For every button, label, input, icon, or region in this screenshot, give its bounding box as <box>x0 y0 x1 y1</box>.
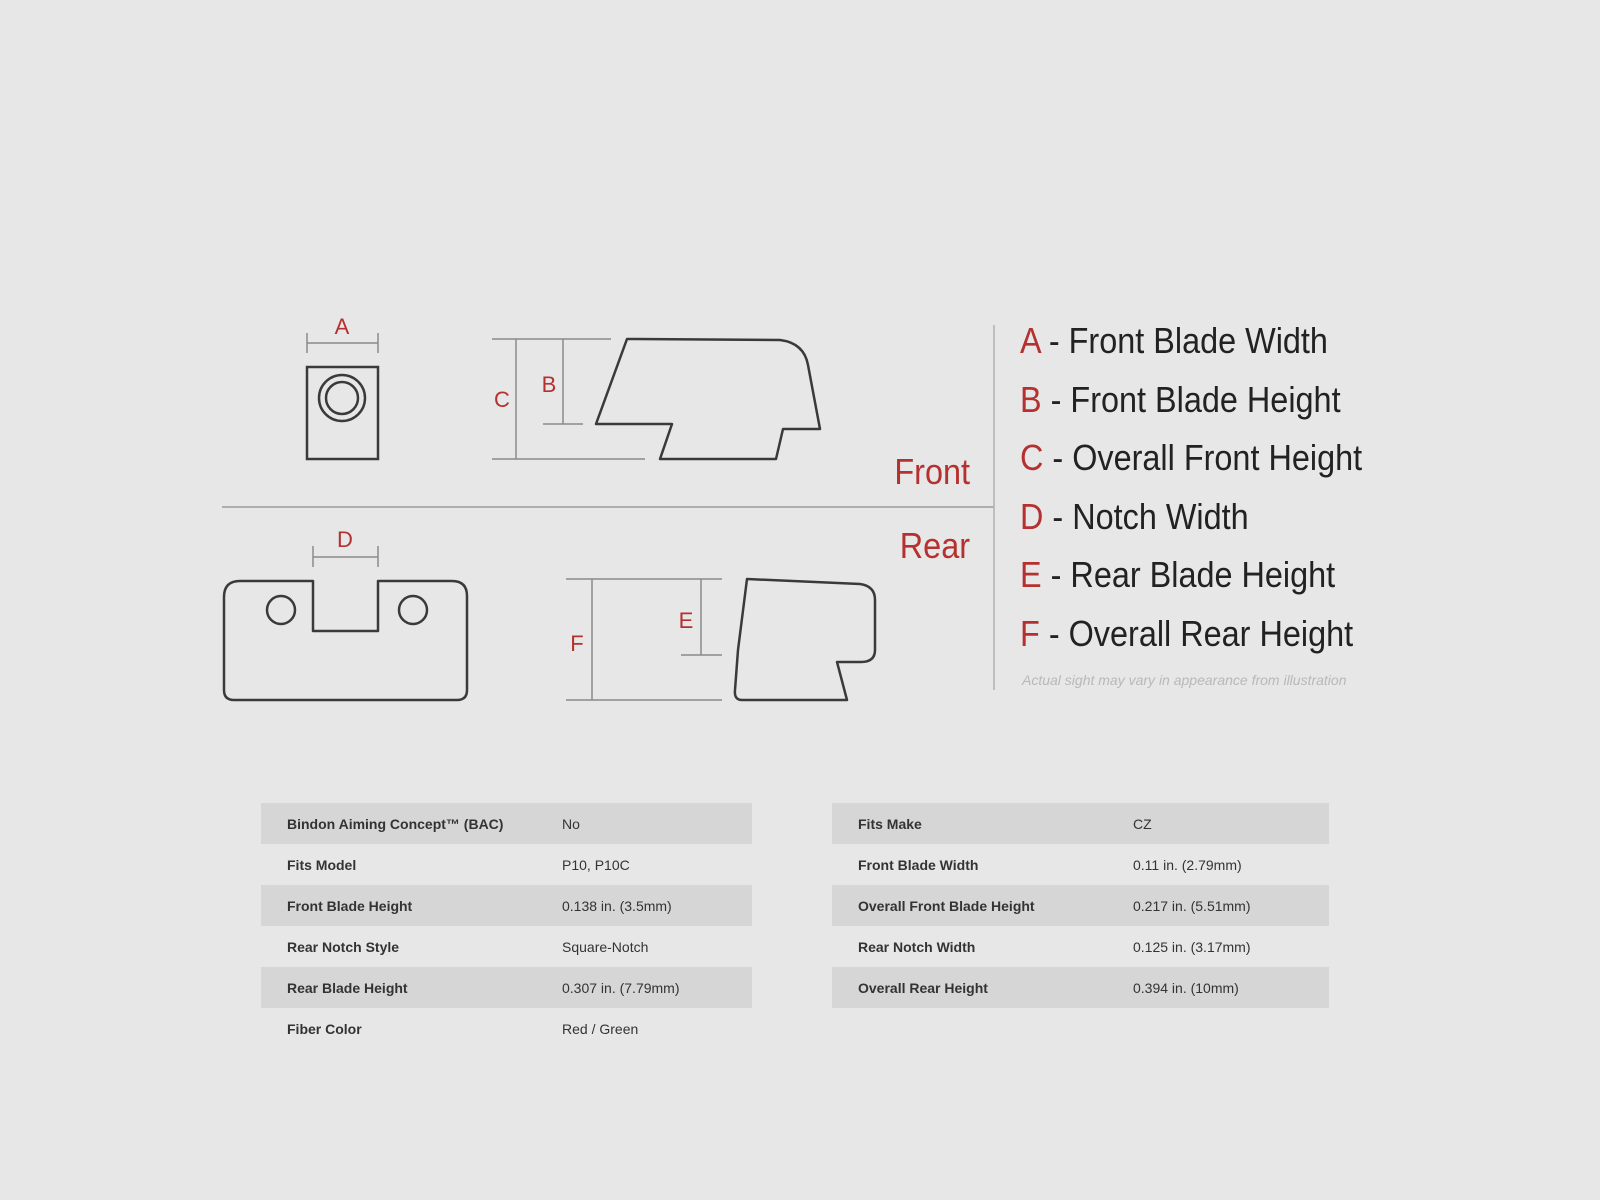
legend-letter: B <box>1020 378 1042 420</box>
table-row <box>832 885 1329 926</box>
spec-table-right <box>832 803 1329 1008</box>
legend-text: - Notch Width <box>1052 495 1249 537</box>
front-sight-side-profile <box>596 339 820 459</box>
table-row <box>261 803 752 844</box>
spec-value: Square-Notch <box>562 938 649 955</box>
spec-value: 0.217 in. (5.51mm) <box>1133 885 1329 926</box>
front-sight-end-view <box>307 367 378 459</box>
legend-item-d <box>1020 488 1362 547</box>
spec-table-left <box>261 803 752 1049</box>
spec-value: 0.307 in. (7.79mm) <box>562 967 752 1008</box>
rear-sight-side-profile <box>735 579 875 700</box>
legend-text: - Overall Rear Height <box>1048 612 1354 654</box>
table-row <box>832 844 1329 885</box>
dimension-legend <box>1020 312 1400 663</box>
dimension-e-label: E <box>678 608 694 633</box>
dimension-f-label: F <box>570 631 584 656</box>
table-row <box>261 1008 752 1049</box>
spec-label: Rear Blade Height <box>261 967 562 1008</box>
legend-item-e <box>1020 546 1362 605</box>
rear-left-hole-icon <box>267 596 295 624</box>
spec-label: Rear Notch Style <box>287 938 400 955</box>
table-row <box>832 803 1329 844</box>
legend-item-b <box>1020 371 1362 430</box>
spec-value: CZ <box>1133 803 1329 844</box>
legend-item-c <box>1020 429 1362 488</box>
spec-value: 0.138 in. (3.5mm) <box>562 885 752 926</box>
legend-letter: C <box>1020 437 1044 478</box>
spec-value: 0.125 in. (3.17mm) <box>1133 938 1251 955</box>
rear-right-hole-icon <box>399 596 427 624</box>
dimension-e <box>566 579 722 655</box>
legend-text: - Rear Blade Height <box>1050 554 1336 595</box>
table-row <box>832 967 1329 1008</box>
spec-label: Fits Make <box>832 803 1133 844</box>
legend-letter: A <box>1020 320 1040 361</box>
spec-label: Bindon Aiming Concept™ (BAC) <box>261 803 562 844</box>
dimension-c-label: C <box>494 387 510 412</box>
spec-value: 0.11 in. (2.79mm) <box>1133 856 1242 873</box>
spec-value: P10, P10C <box>562 856 630 873</box>
spec-label: Rear Notch Width <box>858 938 976 955</box>
spec-value: No <box>562 803 752 844</box>
legend-letter: E <box>1020 554 1042 595</box>
dimension-a-label: A <box>334 314 350 339</box>
dimension-c <box>492 339 645 459</box>
spec-label: Overall Front Blade Height <box>832 885 1133 926</box>
dimension-b-label: B <box>541 372 557 397</box>
spec-label: Front Blade Width <box>858 856 979 873</box>
spec-label: Front Blade Height <box>261 885 562 926</box>
table-row <box>261 844 752 885</box>
legend-text: - Front Blade Height <box>1050 378 1341 420</box>
spec-value: Red / Green <box>562 1020 639 1037</box>
spec-label: Overall Rear Height <box>832 967 1133 1008</box>
legend-letter: F <box>1020 612 1040 654</box>
table-row <box>261 967 752 1008</box>
legend-item-a <box>1020 312 1362 371</box>
dimension-f <box>566 579 722 700</box>
spec-label: Fits Model <box>287 856 357 873</box>
spec-value: 0.394 in. (10mm) <box>1133 967 1329 1008</box>
spec-label: Fiber Color <box>287 1020 362 1037</box>
table-row <box>832 926 1329 967</box>
legend-item-f <box>1020 605 1362 664</box>
rear-sight-end-view <box>224 581 467 700</box>
table-row <box>261 885 752 926</box>
front-section-label: Front <box>894 452 970 493</box>
legend-letter: D <box>1020 495 1044 537</box>
table-row <box>261 926 752 967</box>
rear-section-label: Rear <box>899 526 970 567</box>
dimension-d-label: D <box>337 527 353 552</box>
legend-text: - Front Blade Width <box>1048 320 1328 361</box>
legend-text: - Overall Front Height <box>1052 437 1363 478</box>
illustration-disclaimer: Actual sight may vary in appearance from illustration <box>1022 672 1347 688</box>
